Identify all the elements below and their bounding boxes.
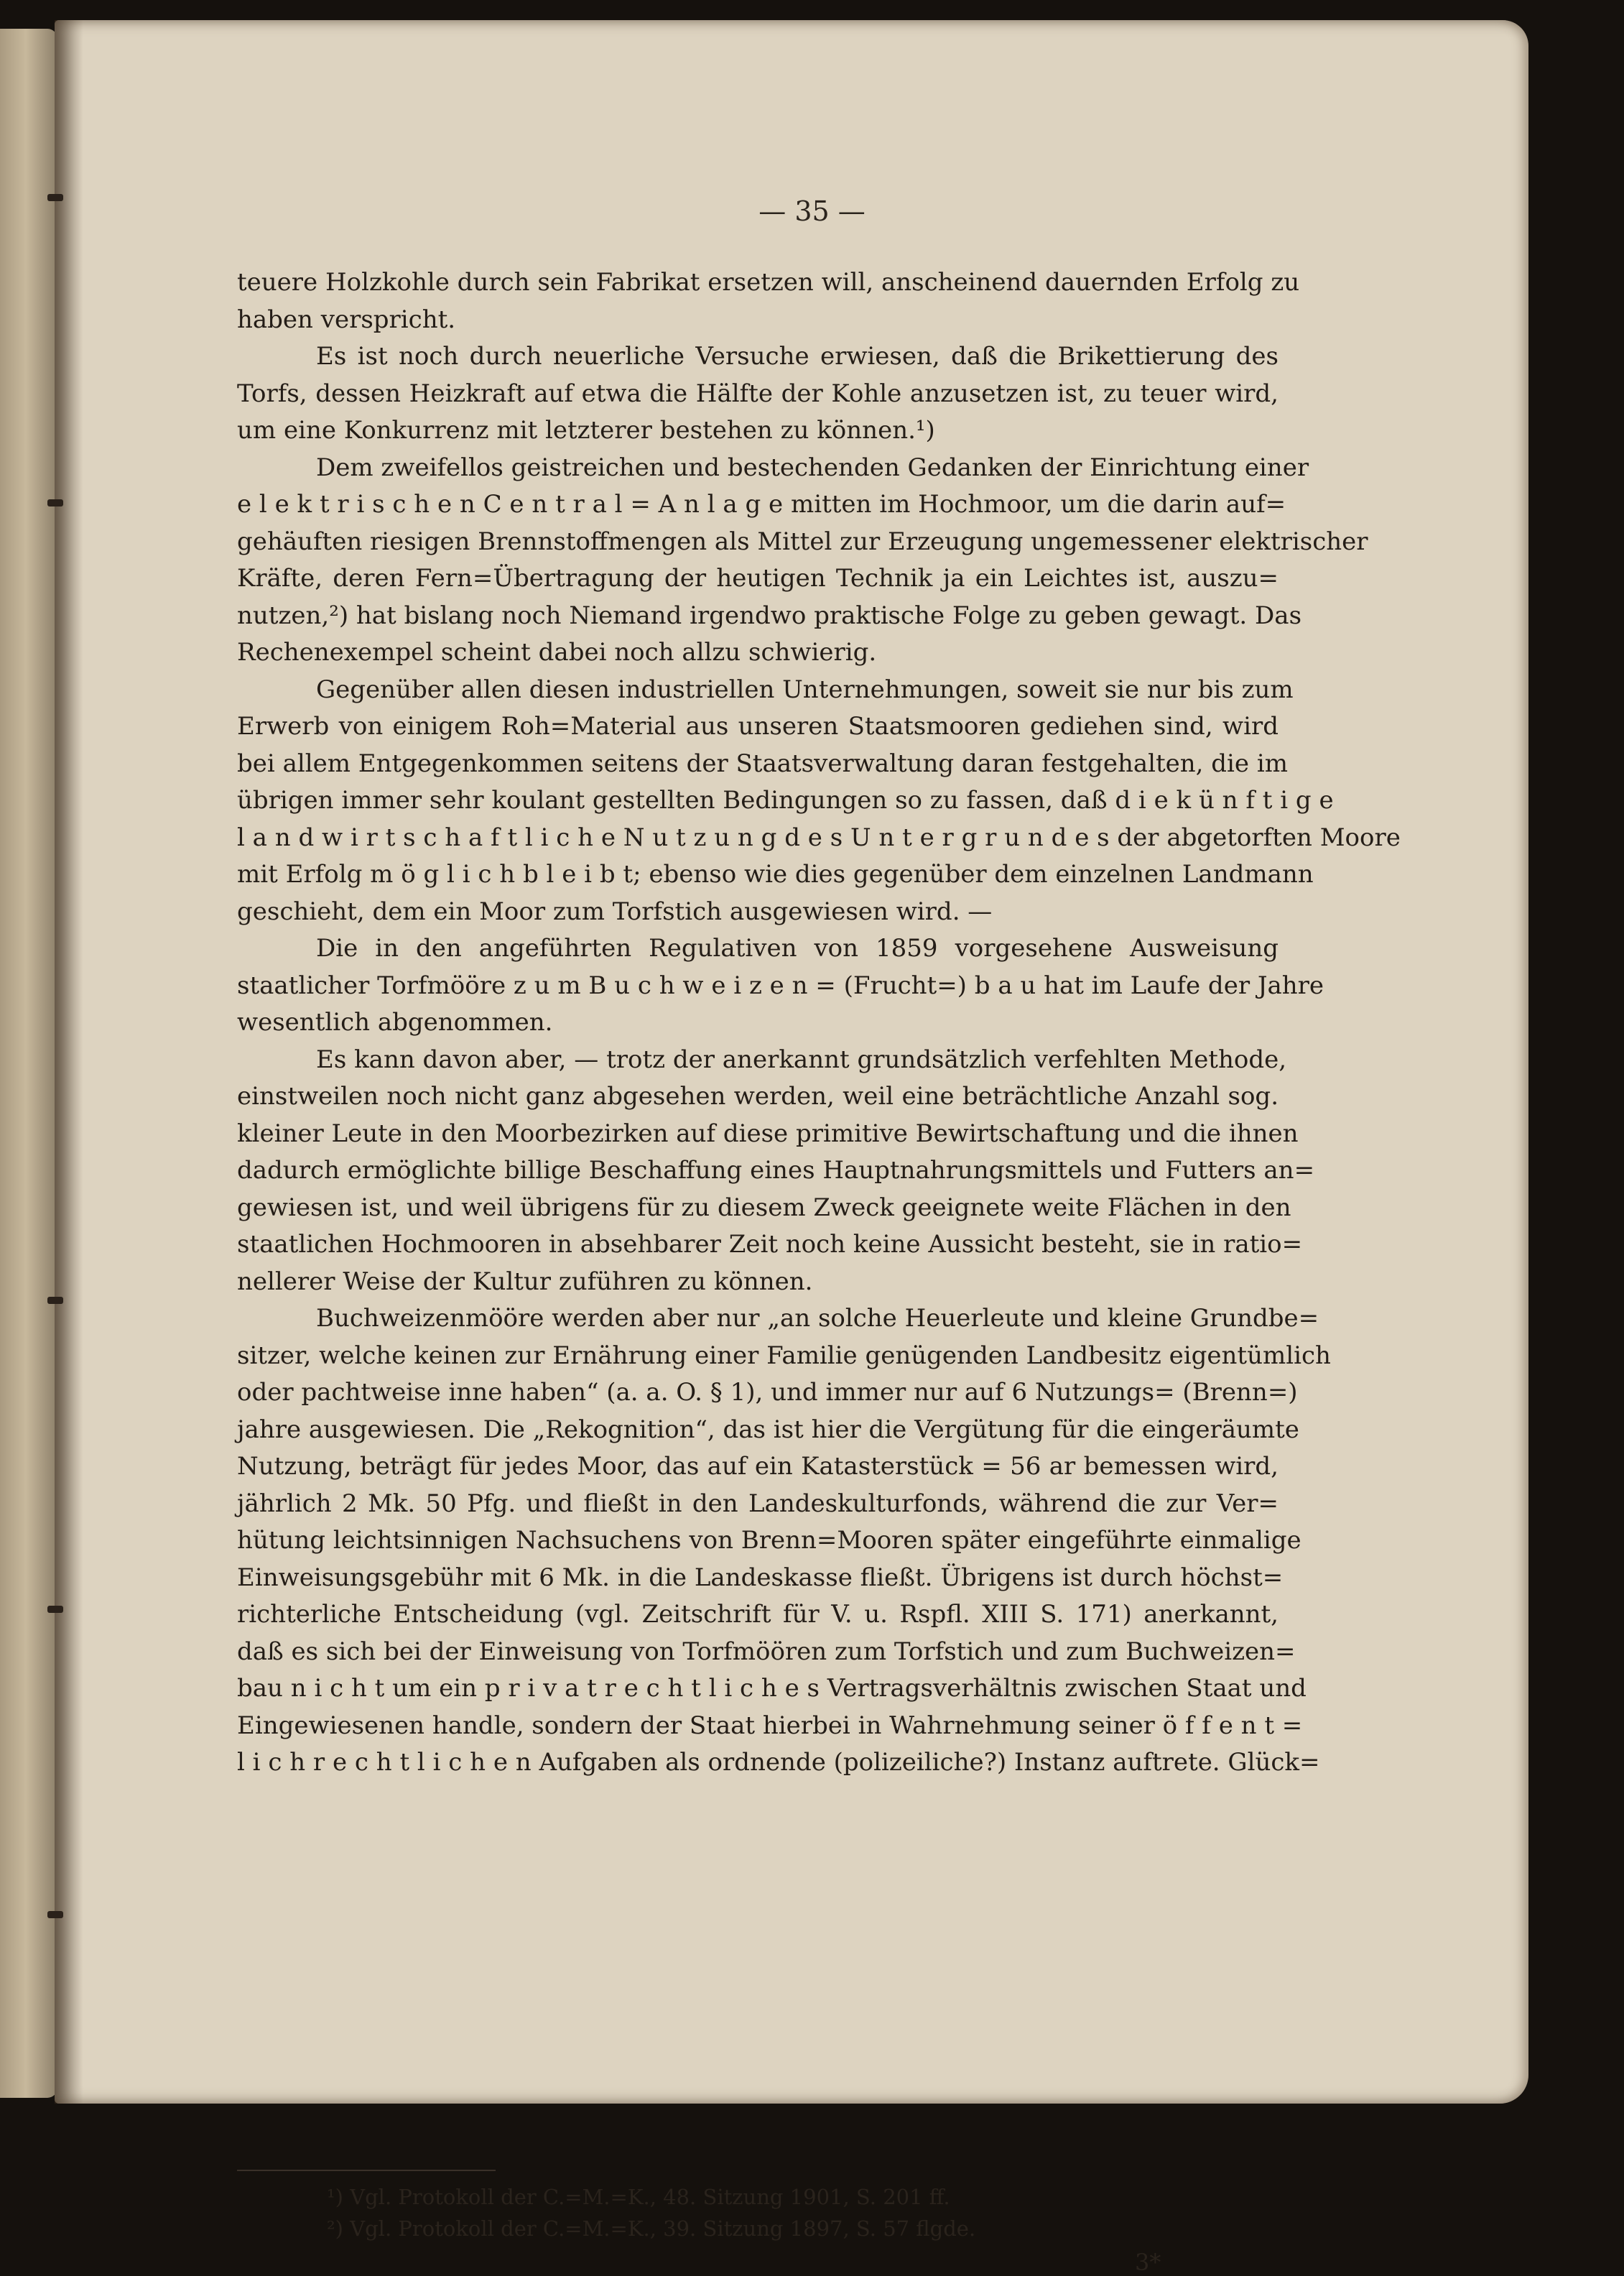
text-line: Es kann davon aber, — trotz der anerkannt grundsätzlich verfehlten Methode, (316, 1045, 1287, 1074)
text-line: Nutzung, beträgt für jedes Moor, das auf ein Katasterstück = 56 ar bemessen wird, (237, 1452, 1279, 1481)
text-line: daß es sich bei der Einweisung von Torfmöören zum Torfstich und zum Buchweizen= (237, 1637, 1296, 1666)
text-line: übrigen immer sehr koulant gestellten Bedingungen so zu fassen, daß d i e k ü n f t i g e (237, 786, 1334, 815)
text-line: einstweilen noch nicht ganz abgesehen werden, weil eine beträchtliche Anzahl sog. (237, 1082, 1279, 1111)
binding-thread-mark (47, 1297, 63, 1304)
text-line: Erwerb von einigem Roh=Material aus unseren Staatsmooren gediehen sind, wird (237, 712, 1279, 741)
text-line: l i c h r e c h t l i c h e n Aufgaben als ordnende (polizeiliche?) Instanz auftrete. Glück= (237, 1748, 1320, 1777)
text-line: staatlichen Hochmooren in absehbarer Zeit noch keine Aussicht besteht, sie in ratio= (237, 1230, 1303, 1259)
text-line: Gegenüber allen diesen industriellen Unternehmungen, soweit sie nur bis zum (316, 675, 1294, 704)
text-line: Kräfte, deren Fern=Übertragung der heutigen Technik ja ein Leichtes ist, auszu= (237, 564, 1279, 593)
text-line: kleiner Leute in den Moorbezirken auf diese primitive Bewirtschaftung und die ihnen (237, 1119, 1299, 1148)
text-line: haben verspricht. (237, 305, 456, 334)
text-line: jahre ausgewiesen. Die „Rekognition“, das ist hier die Vergütung für die eingeräumte (237, 1415, 1299, 1444)
text-line: staatlicher Torfmööre z u m B u c h w e i z e n = (Frucht=) b a u hat im Laufe der Jahre (237, 971, 1324, 1000)
page-gutter-shadow (55, 20, 83, 2104)
text-line: bei allem Entgegenkommen seitens der Staatsverwaltung daran festgehalten, die im (237, 749, 1288, 778)
text-line: Einweisungsgebühr mit 6 Mk. in die Landeskasse fließt. Übrigens ist durch höchst= (237, 1563, 1284, 1592)
text-line: Buchweizenmööre werden aber nur „an solche Heuerleute und kleine Grundbe= (316, 1304, 1319, 1333)
text-line: e l e k t r i s c h e n C e n t r a l = A n l a g e mitten im Hochmoor, um die darin auf= (237, 490, 1286, 519)
text-line: teuere Holzkohle durch sein Fabrikat ersetzen will, anscheinend dauernden Erfolg zu (237, 268, 1300, 297)
body-text (237, 264, 1401, 1782)
text-line: Es ist noch durch neuerliche Versuche erwiesen, daß die Brikettierung des (316, 342, 1279, 371)
footnotes (327, 2181, 975, 2244)
text-line: mit Erfolg m ö g l i c h b l e i b t; ebenso wie dies gegenüber dem einzelnen Landmann (237, 860, 1314, 889)
text-line: jährlich 2 Mk. 50 Pfg. und fließt in den Landeskulturfonds, während die zur Ver= (237, 1489, 1279, 1518)
text-line: nutzen,²) hat bislang noch Niemand irgendwo praktische Folge zu geben gewagt. Das (237, 601, 1302, 630)
text-line: Die in den angeführten Regulativen von 1859 vorgesehene Ausweisung (316, 934, 1279, 963)
binding-thread-mark (47, 499, 63, 506)
signature-mark: 3* (1135, 2249, 1161, 2276)
footnote: ²) Vgl. Protokoll der C.=M.=K., 39. Sitzung 1897, S. 57 flgde. (327, 2216, 976, 2241)
page-number: — 35 — (758, 195, 866, 227)
text-line: wesentlich abgenommen. (237, 1008, 553, 1037)
binding-thread-mark (47, 1911, 63, 1918)
text-line: um eine Konkurrenz mit letzterer bestehen zu können.¹) (237, 416, 935, 445)
text-line: l a n d w i r t s c h a f t l i c h e N u t z u n g d e s U n t e r g r u n d e s der abgetorften Moore (237, 823, 1401, 852)
binding-thread-mark (47, 1606, 63, 1613)
text-line: richterliche Entscheidung (vgl. Zeitschrift für V. u. Rspfl. XIII S. 171) anerkannt, (237, 1600, 1279, 1629)
previous-page-edge (0, 29, 57, 2098)
text-line: hütung leichtsinnigen Nachsuchens von Brenn=Mooren später eingeführte einmalige (237, 1526, 1301, 1555)
text-line: oder pachtweise inne haben“ (a. a. O. § 1), und immer nur auf 6 Nutzungs= (Brenn=) (237, 1378, 1298, 1407)
text-line: sitzer, welche keinen zur Ernährung einer Familie genügenden Landbesitz eigentümlich (237, 1341, 1331, 1370)
text-line: Torfs, dessen Heizkraft auf etwa die Hälfte der Kohle anzusetzen ist, zu teuer wird, (237, 379, 1279, 408)
footnote: ¹) Vgl. Protokoll der C.=M.=K., 48. Sitzung 1901, S. 201 ff. (327, 2185, 950, 2209)
text-line: dadurch ermöglichte billige Beschaffung eines Hauptnahrungsmittels und Futters an= (237, 1156, 1315, 1185)
text-line: nellerer Weise der Kultur zuführen zu können. (237, 1267, 813, 1296)
text-line: Rechenexempel scheint dabei noch allzu schwierig. (237, 638, 877, 667)
text-line: geschieht, dem ein Moor zum Torfstich ausgewiesen wird. — (237, 897, 993, 926)
text-line: Eingewiesenen handle, sondern der Staat hierbei in Wahrnehmung seiner ö f f e n t = (237, 1711, 1303, 1740)
text-line: bau n i c h t um ein p r i v a t r e c h t l i c h e s Vertragsverhältnis zwischen Staat und (237, 1674, 1307, 1703)
text-line: Dem zweifellos geistreichen und bestechenden Gedanken der Einrichtung einer (316, 453, 1309, 482)
footnote-rule (237, 2170, 496, 2171)
text-line: gehäuften riesigen Brennstoffmengen als Mittel zur Erzeugung ungemessener elektrischer (237, 527, 1368, 556)
text-line: gewiesen ist, und weil übrigens für zu diesem Zweck geeignete weite Flächen in den (237, 1193, 1291, 1222)
